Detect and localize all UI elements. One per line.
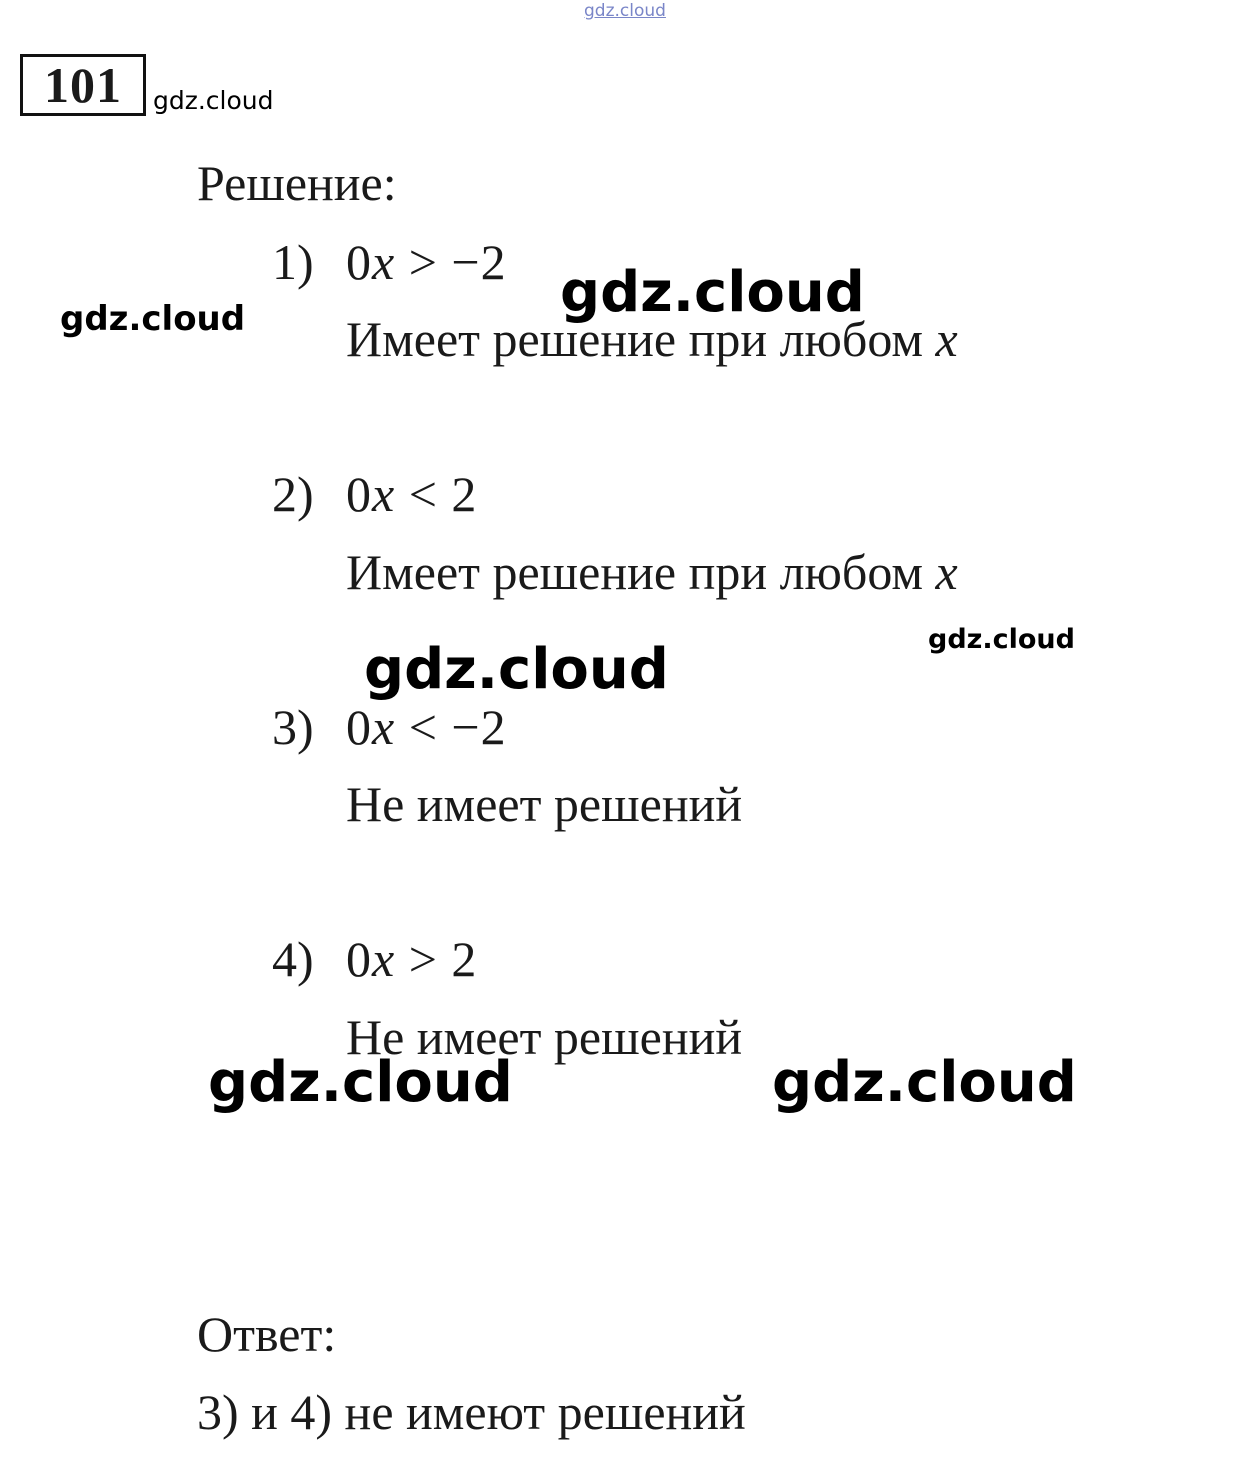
item-number-2: 2) [272,466,314,522]
watermark-center-1: gdz.cloud [560,260,865,325]
watermark-bottom-right: gdz.cloud [772,1050,1077,1115]
item-description-2: Имеет решение при любом x [346,544,958,600]
answer-heading: Ответ: [197,1306,337,1362]
item-expression-3: 0x < −2 [346,699,507,755]
watermark-top: gdz.cloud [584,1,666,21]
solution-heading: Решение: [197,155,397,211]
item-description-1: Имеет решение при любом x [346,311,958,367]
watermark-center-2: gdz.cloud [364,637,669,702]
answer-text: 3) и 4) не имеют решений [197,1384,746,1440]
item-expression-2: 0x < 2 [346,466,478,522]
item-description-4: Не имеет решений [346,1009,743,1065]
item-number-4: 4) [272,931,314,987]
item-expression-1: 0x > −2 [346,234,507,290]
item-description-3: Не имеет решений [346,776,743,832]
watermark-left: gdz.cloud [60,299,246,339]
watermark-box-side: gdz.cloud [153,86,274,115]
problem-number: 101 [20,54,146,116]
watermark-right-small: gdz.cloud [928,624,1075,655]
item-expression-4: 0x > 2 [346,931,478,987]
watermark-bottom-left: gdz.cloud [208,1050,513,1115]
item-number-1: 1) [272,234,314,290]
item-number-3: 3) [272,699,314,755]
